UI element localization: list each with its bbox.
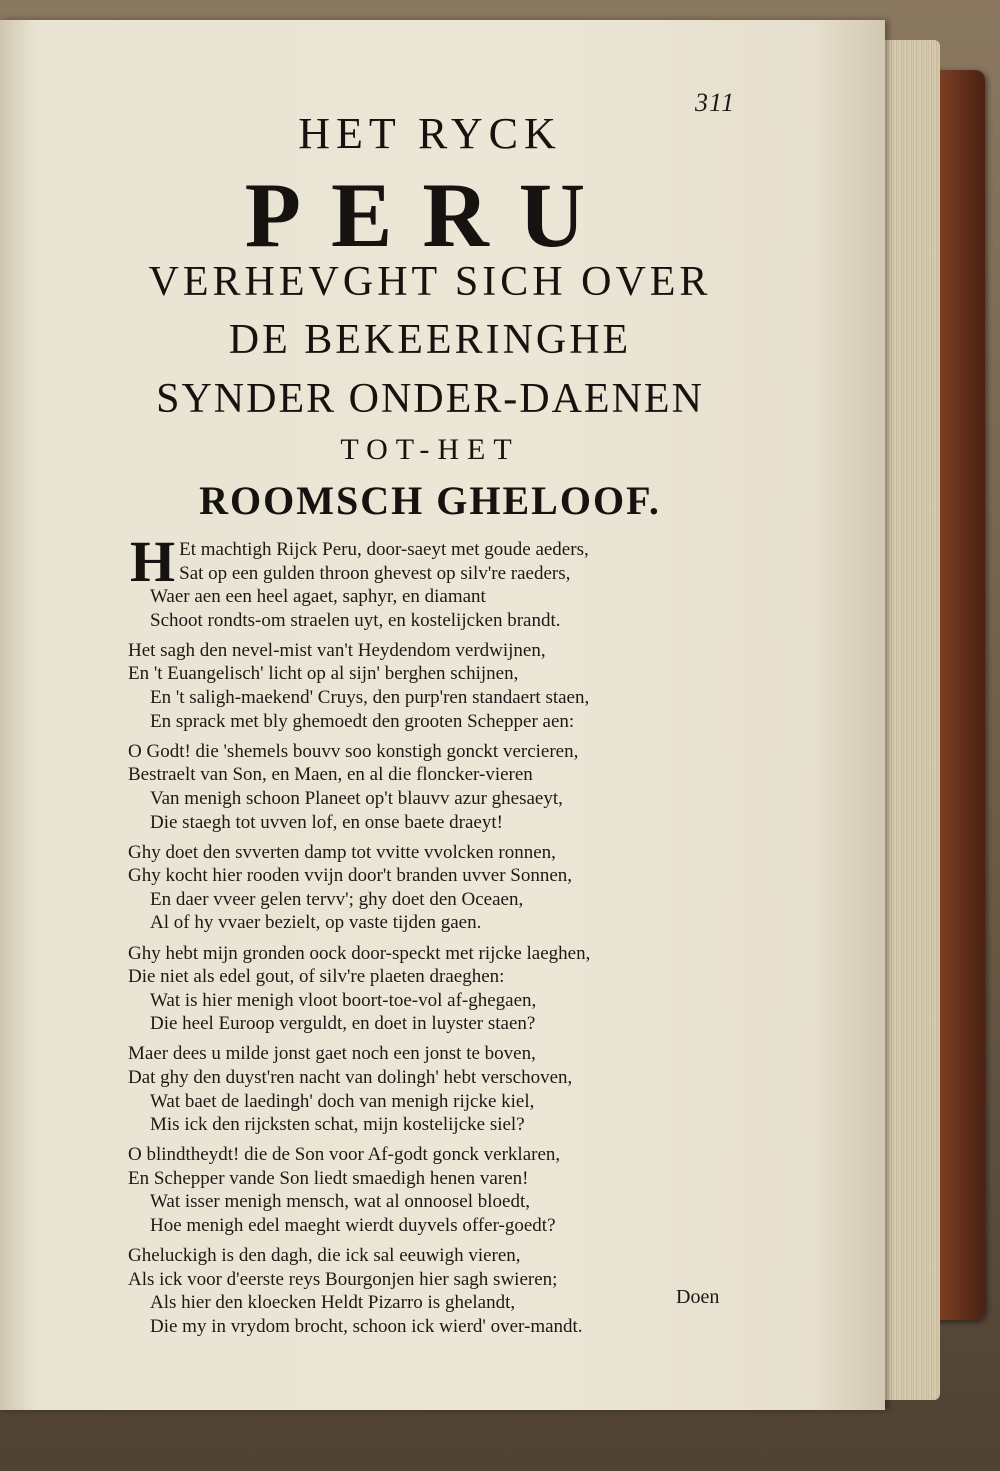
poem-line: Die niet als edel gout, of silv're plaeten draeghen: xyxy=(128,966,505,988)
poem-line: Hoe menigh edel maeght wierdt duyvels offer-goedt? xyxy=(150,1215,556,1237)
poem-line: Et machtigh Rijck Peru, door-saeyt met goude aeders, xyxy=(179,539,589,560)
title-line-7: ROOMSCH GHELOOF. xyxy=(199,478,661,523)
stanza xyxy=(128,1244,748,1338)
stanza xyxy=(128,1042,748,1136)
poem-line: Die my in vrydom brocht, schoon ick wierd' over-mandt. xyxy=(150,1315,583,1337)
catchword: Doen xyxy=(676,1286,720,1308)
poem-line: En daer vveer gelen tervv'; ghy doet den Oceaen, xyxy=(150,888,524,910)
poem-line: Ghy doet den svverten damp tot vvitte vvolcken ronnen, xyxy=(128,841,556,863)
poem-line: Al of hy vvaer bezielt, op vaste tijden gaen. xyxy=(150,912,482,934)
poem-line: Gheluckigh is den dagh, die ick sal eeuwigh vieren, xyxy=(128,1245,521,1267)
poem-line: Wat is hier menigh vloot boort-toe-vol af-ghegaen, xyxy=(150,989,537,1011)
poem-line: Als hier den kloecken Heldt Pizarro is ghelandt, xyxy=(150,1292,516,1314)
poem-line: Schoot rondts-om straelen uyt, en kostelijcken brandt. xyxy=(150,609,561,631)
title-line-5: SYNDER ONDER-DAENEN xyxy=(156,376,704,422)
stanza xyxy=(128,529,748,632)
stanza xyxy=(128,639,748,733)
poem-line: En sprack met bly ghemoedt den grooten Schepper aen: xyxy=(150,710,575,732)
poem-line: O blindtheydt! die de Son voor Af-godt gonck verklaren, xyxy=(128,1144,561,1166)
poem-line: Maer dees u milde jonst gaet noch een jonst te boven, xyxy=(128,1043,536,1065)
title-line-4: DE BEKEERINGHE xyxy=(228,317,632,363)
poem-line: En 't Euangelisch' licht op al sijn' berghen schijnen, xyxy=(128,663,519,685)
poem-line: O Godt! die 'shemels bouvv soo konstigh gonckt vercieren, xyxy=(128,740,579,762)
poem-line: Als ick voor d'eerste reys Bourgonjen hier sagh swieren; xyxy=(128,1268,558,1290)
poem-body xyxy=(128,529,748,1345)
poem-line: Ghy kocht hier rooden vvijn door't branden uvver Sonnen, xyxy=(128,865,573,887)
stanza xyxy=(128,942,748,1036)
poem-line: En Schepper vande Son liedt smaedigh henen varen! xyxy=(128,1167,529,1189)
stanza xyxy=(128,841,748,935)
title-line-6: TOT-HET xyxy=(340,433,520,466)
stanza xyxy=(128,740,748,834)
poem-line: Ghy hebt mijn gronden oock door-speckt met rijcke laeghen, xyxy=(128,942,591,964)
poem-line: Mis ick den rijcksten schat, mijn kostelijcke siel? xyxy=(150,1114,525,1136)
stanza xyxy=(128,1143,748,1237)
poem-line: Het sagh den nevel-mist van't Heydendom verdwijnen, xyxy=(128,639,546,661)
poem-line: Die heel Euroop verguldt, en doet in luyster staen? xyxy=(150,1013,536,1035)
poem-line: En 't saligh-maekend' Cruys, den purp'ren standaert staen, xyxy=(150,687,590,709)
poem-line: Die staegh tot uvven lof, en onse baete draeyt! xyxy=(150,811,503,833)
poem-line: Sat op een gulden throon ghevest op silv're raeders, xyxy=(179,562,571,584)
title-line-2: PERU xyxy=(244,164,616,266)
poem-line: Van menigh schoon Planeet op't blauvv azur ghesaeyt, xyxy=(150,787,563,809)
poem-line: Bestraelt van Son, en Maen, en al die floncker-vieren xyxy=(128,764,533,786)
poem-line: Wat isser menigh mensch, wat al onnoosel bloedt, xyxy=(150,1191,530,1213)
page-number: 311 xyxy=(695,88,736,117)
poem-line: Wat baet de laedingh' doch van menigh rijcke kiel, xyxy=(150,1090,535,1112)
drop-cap: H xyxy=(130,529,176,594)
title-line-3: VERHEVGHT SICH OVER xyxy=(148,259,712,305)
poem-line: Waer aen een heel agaet, saphyr, en diamant xyxy=(150,586,486,608)
poem-line: Dat ghy den duyst'ren nacht van dolingh' hebt verschoven, xyxy=(128,1066,573,1088)
title-line-1: HET RYCK xyxy=(298,109,562,158)
